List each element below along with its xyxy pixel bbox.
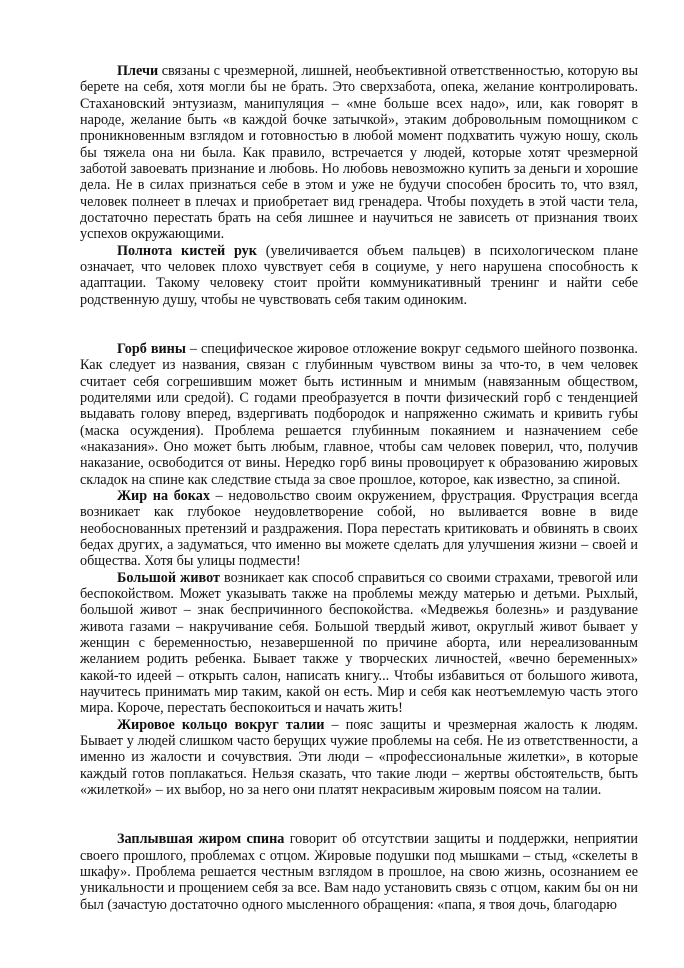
paragraph-text: связаны с чрезмерной, лишней, необъективной ответственностью, которую вы берете на себя, хотя могли бы не брать. Это сверхзабота, опека, желание контролировать. Стахановский энтузиазм, манипуляция – «мне больше всех надо», или, как говорят в народе, желание быть «в каждой бочке затычкой», этаким добровольным помощником с проникновенным взглядом и готовностью в любой момент подхватить чужую ношу, сколь бы тяжела она ни была. Как правило, встречается у людей, которые хотят чрезмерной заботой завоевать признание и любовь. Но любовь невозможно купить за деньги и хорошие дела. Не в силах признаться себе в этом и уже не будучи способен бросить то, что взял, человек полнеет в плечах и приобретает вид гренадера. Чтобы похудеть в этой части тела, достаточно перестать брать на себя лишнее и научиться не зависеть от признания твоих успехов окружающими. <box>80 63 638 243</box>
section-gap <box>80 798 638 831</box>
term-big-belly: Большой живот <box>117 569 220 586</box>
paragraph-guilt-hump <box>80 341 638 488</box>
paragraph-waist-ring <box>80 717 638 799</box>
section-back <box>80 831 638 913</box>
paragraph-text: говорит об отсутствии защиты и поддержки, неприятии своего прошлого, проблемах с отцом. Жировые подушки под мышками – стыд, «скелеты в шкафу». Проблема решается честным взглядом в прошлое, на свою жизнь, осознанием ее уникальности и прощением себя за все. Вам надо установить связь с отцом, каким бы он ни был (зачастую достаточно одного мысленного обращения: «папа, я твоя дочь, благодарю <box>80 831 638 913</box>
section-shoulders-hands <box>80 63 638 308</box>
paragraph-side-fat <box>80 488 638 570</box>
paragraph-text: – недовольство своим окружением, фрустрация. Фрустрация всегда возникает как глубокое неудовлетворение собой, но выливается вовне в виде необоснованных претензий и раздражения. Пора перестать критиковать и обвинять в своих бедах других, а задуматься, что именно вы можете сделать для улучшения жизни – своей и общества. Хотя бы улицы подмести! <box>80 487 638 570</box>
paragraph-hands <box>80 243 638 308</box>
paragraph-fat-back <box>80 831 638 913</box>
section-gap <box>80 308 638 341</box>
term-shoulders: Плечи <box>117 63 159 79</box>
paragraph-text: (увеличивается объем пальцев) в психологическом плане означает, что человек плохо чувствует себя в социуме, у него нарушена способность к адаптации. Такому человеку стоит пройти коммуникативный тренинг и найти себе родственную душу, чтобы не чувствовать себя таким одиноким. <box>80 242 638 308</box>
term-guilt-hump: Горб вины <box>117 340 186 357</box>
term-waist-ring: Жировое кольцо вокруг талии <box>117 716 325 733</box>
term-hands: Полнота кистей рук <box>117 242 257 259</box>
document-page <box>80 63 638 913</box>
paragraph-shoulders <box>80 63 638 243</box>
section-hump-sides-belly-waist <box>80 341 638 799</box>
paragraph-text: – специфическое жировое отложение вокруг седьмого шейного позвонка. Как следует из названия, связан с глубинным чувством вины за что-то, в чем человек считает себя согрешившим может быть истинным и мнимым (навязанным обществом, родителями или средой). С годами преобразуется в почти физический горб с тенденцией выдавать голову вперед, вздергивать подбородок и напряженно сжимать и кривить губы (маска осуждения). Проблема решается глубинным покаянием и назначением себе «наказания». Оно может быть любым, главное, чтобы сам человек поверил, что, получив наказание, освободится от вины. Нередко горб вины провоцирует к образованию жировых складок на спине как следствие стыда за свое прошлое, которое, как известно, за спиной. <box>80 340 638 488</box>
paragraph-text: возникает как способ справиться со своими страхами, тревогой или беспокойством. Может указывать также на проблемы между матерью и детьми. Рыхлый, большой живот – знак беспричинного беспокойства. «Медвежья болезнь» и раздувание живота газами – накручивание себя. Большой твердый живот, округлый живот бывает у женщин с беременностью, незавершенной по причине аборта, или нереализованным желанием родить ребенка. Бывает также у творческих личностей, «вечно беременных» какой-то идеей – открыть салон, написать книгу... Чтобы избавиться от большого живота, научитесь принимать мир таким, какой он есть. Мир и себя как неотъемлемую часть этого мира. Короче, перестать беспокоиться и начать жить! <box>80 569 638 717</box>
paragraph-big-belly <box>80 570 638 717</box>
paragraph-text: – пояс защиты и чрезмерная жалость к людям. Бывает у людей слишком часто берущих чужие проблемы на себя. Не из ответственности, а именно из жалости и сочувствия. Эти люди – «профессиональные жилетки», в которые каждый готов поплакаться. Нельзя сказать, что такие люди – жертвы обстоятельств, быть «жилеткой» – их выбор, но за него они платят некрасивым жировым поясом на талии. <box>80 716 638 799</box>
term-side-fat: Жир на боках <box>117 487 210 504</box>
term-fat-back: Заплывшая жиром спина <box>117 831 285 848</box>
